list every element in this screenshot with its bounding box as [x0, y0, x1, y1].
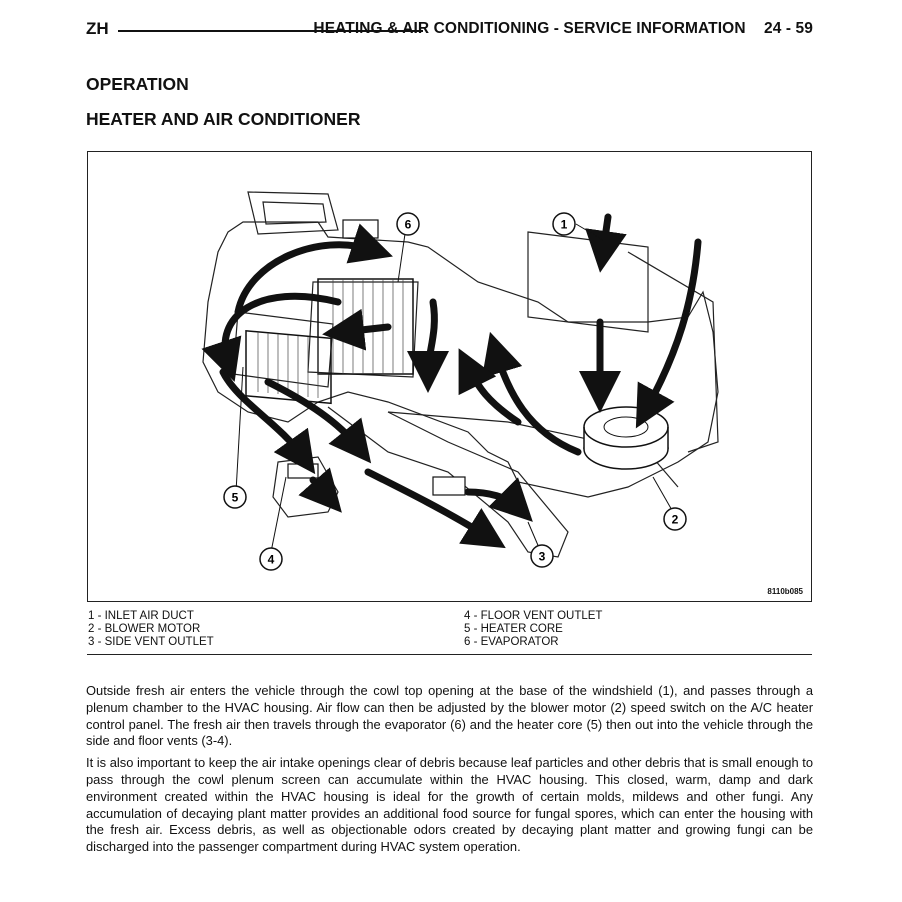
legend-item: 4 - FLOOR VENT OUTLET: [464, 610, 603, 622]
callout-1: [553, 213, 575, 235]
svg-text:4: 4: [267, 552, 275, 567]
header-right: [313, 20, 813, 38]
page-header: [86, 19, 813, 43]
callout-2: [664, 508, 686, 530]
legend-item: 5 - HEATER CORE: [464, 623, 563, 635]
legend-item: 1 - INLET AIR DUCT: [88, 610, 194, 622]
legend-item: 6 - EVAPORATOR: [464, 636, 559, 648]
page-number: 24 - 59: [764, 20, 813, 37]
vent-outlets: [288, 217, 465, 495]
legend-item: 3 - SIDE VENT OUTLET: [88, 636, 214, 648]
body-text: [86, 683, 813, 861]
paragraph: It is also important to keep the air intake openings clear of debris because leaf particles and other debris that is small enough to pass through the cowl plenum screen can accumulate within the HVAC housing. This closed, warm, damp and dark environment created within the HVAC housing is ideal for the growth of certain molds, mildews and other fungi. Any accumulation of decaying plant matter provides an additional food source for fungal spores, which can enter the housing with the fresh air. Excess debris, as well as objectionable odors created by decaying plant matter and growing fungi can be discharged into the passenger compartment during HVAC system operation.: [86, 755, 813, 855]
figure-legend: [87, 610, 812, 655]
callout-6: [397, 213, 419, 235]
blower-motor: [584, 407, 668, 469]
paragraph: Outside fresh air enters the vehicle through the cowl top opening at the base of the windshield (1), and passes through a plenum chamber to the HVAC housing. Air flow can then be adjusted by the blower motor (2) speed switch on the A/C heater control panel. The fresh air then travels through the evaporator (6) and the heater core (5) then out into the vehicle through the side and floor vents (3-4).: [86, 683, 813, 749]
hvac-illustration: [88, 152, 813, 603]
callout-4: [260, 548, 282, 570]
svg-text:5: 5: [231, 490, 239, 505]
hvac-airflow-figure: [87, 151, 812, 602]
subsection-title: HEATER AND AIR CONDITIONER: [86, 109, 361, 129]
svg-text:2: 2: [671, 512, 679, 527]
legend-item: 2 - BLOWER MOTOR: [88, 623, 201, 635]
callout-3: [531, 545, 553, 567]
svg-text:3: 3: [538, 549, 546, 564]
svg-text:6: 6: [404, 217, 412, 232]
header-section-code: ZH: [86, 19, 109, 38]
legend-column-right: [464, 610, 602, 649]
callouts: [236, 224, 673, 552]
legend-column-left: [88, 610, 214, 649]
section-title: OPERATION: [86, 74, 189, 94]
housing-outlines: [203, 192, 718, 557]
figure-code: 8110b085: [767, 587, 803, 596]
svg-text:1: 1: [560, 217, 568, 232]
callout-5: [224, 486, 246, 508]
header-title: HEATING & AIR CONDITIONING - SERVICE INFORMATION: [313, 20, 746, 37]
